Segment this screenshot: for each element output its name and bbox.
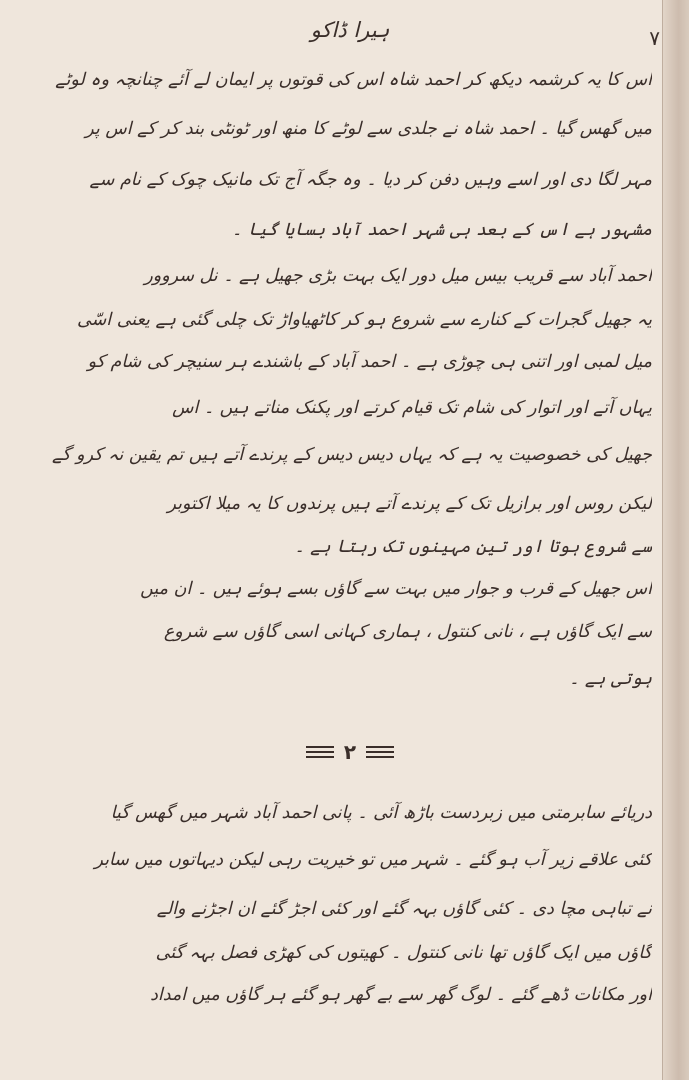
text-line: ہوتی ہے ۔ (569, 669, 652, 689)
text-line: یہاں آتے اور اتوار کی شام تک قیام کرتے اور پکنک مناتے ہیں ۔ اس (172, 398, 652, 418)
text-line: مہر لگا دی اور اسے وہیں دفن کر دیا ۔ وہ جگہ آج تک مانیک چوک کے نام سے (89, 170, 652, 190)
text-line: نے تباہی مچا دی ۔ کئی گاؤں بہہ گئے اور کئی اجڑ گئے ان اجڑنے والے (156, 899, 652, 919)
text-line: سے ایک گاؤں ہے ، نانی کنتول ، ہماری کہانی اسی گاؤں سے شروع (163, 622, 652, 642)
text-line: میں گھس گیا ۔ احمد شاہ نے جلدی سے لوٹے کا منھ اور ٹونٹی بند کر کے اس پر (85, 119, 652, 139)
page-edge-shadow (662, 0, 689, 1080)
text-line: کئی علاقے زیر آب ہو گئے ۔ شہر میں تو خیریت رہی لیکن دیہاتوں میں سابر (94, 850, 652, 870)
chapter-number: ۲ (343, 740, 357, 764)
page-number: ۷ (649, 26, 660, 50)
text-line: اور مکانات ڈھے گئے ۔ لوگ گھر سے بے گھر ہو گئے ہر گاؤں میں امداد (150, 985, 652, 1005)
text-line: جھیل کی خصوصیت یہ ہے کہ یہاں دیس دیس کے پرندے آتے ہیں تم یقین نہ کرو گے (52, 445, 652, 465)
page-content (40, 0, 660, 1080)
text-line: لیکن روس اور برازیل تک کے پرندے آتے ہیں پرندوں کا یہ میلا اکتوبر (167, 494, 652, 514)
text-line: دریائے سابرمتی میں زبردست باڑھ آئی ۔ پانی احمد آباد شہر میں گھس گیا (110, 803, 652, 823)
running-title: ہیرا ڈاکو (310, 18, 390, 42)
text-line: سے شروع ہوتا اور تین مہینوں تک رہتا ہے ۔ (294, 537, 652, 557)
text-line: میل لمبی اور اتنی ہی چوڑی ہے ۔ احمد آباد کے باشندے ہر سنیچر کی شام کو (87, 352, 652, 372)
divider-ornament-left (306, 746, 334, 758)
text-line: گاؤں میں ایک گاؤں تھا نانی کنتول ۔ کھیتوں کی کھڑی فصل بہہ گئی (155, 943, 652, 963)
text-line: یہ جھیل گجرات کے کنارے سے شروع ہو کر کاٹھیاواڑ تک چلی گئی ہے یعنی اسّی (77, 310, 652, 330)
text-line: احمد آباد سے قریب بیس میل دور ایک بہت بڑی جھیل ہے ۔ نل سروور (144, 266, 652, 286)
text-line: اس کا یہ کرشمہ دیکھ کر احمد شاہ اس کی قوتوں پر ایمان لے آئے چنانچہ وہ لوٹے (55, 70, 652, 90)
text-line: اس جھیل کے قرب و جوار میں بہت سے گاؤں بسے ہوئے ہیں ۔ ان میں (140, 579, 652, 599)
text-line: مشہور ہے اس کے بعد ہی شہر احمد آباد بسایا گیا ۔ (231, 220, 652, 240)
chapter-divider (40, 737, 660, 767)
divider-ornament-right (366, 746, 394, 758)
